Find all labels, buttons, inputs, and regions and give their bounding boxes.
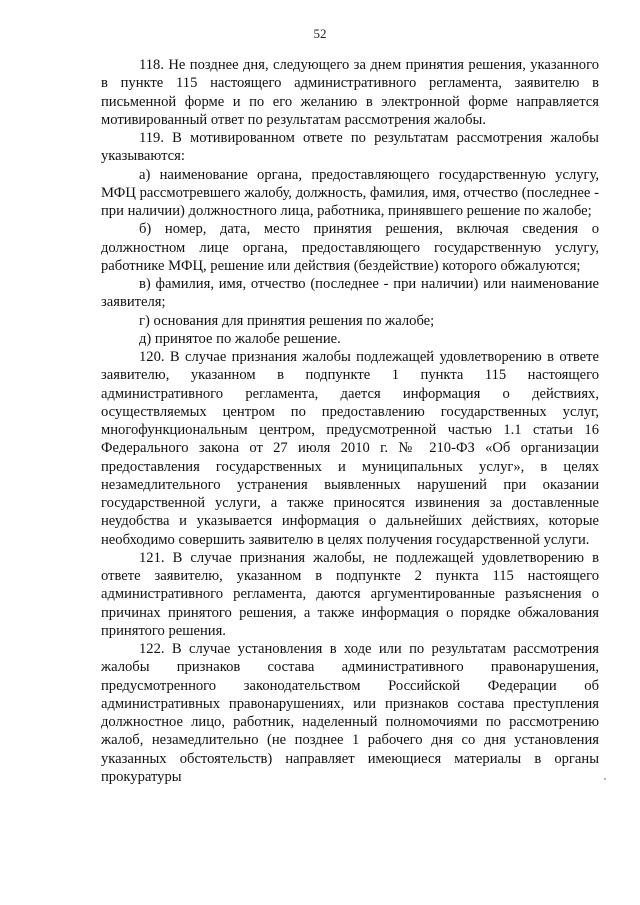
- paragraph-118: 118. Не позднее дня, следующего за днем принятия решения, указанного в пункте 115 настоящего административного регламента, заявителю в письменной форме и по его желанию в электронной форме направляется мотивированный ответ по результатам рассмотрения жалобы.: [101, 57, 599, 128]
- scan-speck: [604, 778, 606, 780]
- paragraph-119-item-d: д) принятое по жалобе решение.: [139, 330, 341, 347]
- paragraph-121: 121. В случае признания жалобы, не подлежащей удовлетворению в ответе заявителю, указанном в подпункте 2 пункта 115 настоящего административного регламента, даются аргументированные разъяснения о причинах принятого решения, а также информация о порядке обжалования принятого решения.: [101, 549, 599, 639]
- paragraph-119-item-g: г) основания для принятия решения по жалобе;: [139, 312, 435, 329]
- paragraph-119-item-v: в) фамилия, имя, отчество (последнее - при наличии) или наименование заявителя;: [101, 276, 599, 311]
- paragraph-119-item-b: б) номер, дата, место принятия решения, включая сведения о должностном лице органа, предоставляющего государственную услугу, работнике МФЦ, решение или действия (бездействие) которого обжалуются;: [101, 221, 599, 274]
- document-body: [101, 56, 599, 786]
- paragraph-119-item-a: а) наименование органа, предоставляющего государственную услугу, МФЦ рассмотревшего жалобу, должность, фамилия, имя, отчество (последнее - при наличии) должностного лица, работника, принявшего решение по жалобе;: [101, 166, 599, 219]
- page-number: 52: [313, 26, 327, 41]
- paragraph-122: 122. В случае установления в ходе или по результатам рассмотрения жалобы признаков состава административного правонарушения, предусмотренного законодательством Российской Федерации об административных правонарушениях, или признаков состава преступления должностное лицо, работник, наделенный полномочиями по рассмотрению жалоб, незамедлительно (не позднее 1 рабочего дня со дня установления указанных обстоятельств) направляет имеющиеся материалы в органы прокуратуры: [101, 641, 599, 785]
- paragraph-119: 119. В мотивированном ответе по результатам рассмотрения жалобы указываются:: [101, 130, 599, 165]
- paragraph-120: 120. В случае признания жалобы подлежащей удовлетворению в ответе заявителю, указанном в подпункте 1 пункта 115 настоящего административного регламента, дается информация о действиях, осуществляемых центром по предоставлению государственных услуг, многофункциональным центром, предусмотренной частью 1.1 статьи 16 Федерального закона от 27 июля 2010 г. № 210-ФЗ «Об организации предоставления государственных и муниципальных услуг», в целях незамедлительного устранения выявленных нарушений при оказании государственной услуги, а также приносятся извинения за доставленные неудобства и указывается информация о дальнейших действиях, которые необходимо совершить заявителю в целях получения государственной услуги.: [101, 349, 599, 548]
